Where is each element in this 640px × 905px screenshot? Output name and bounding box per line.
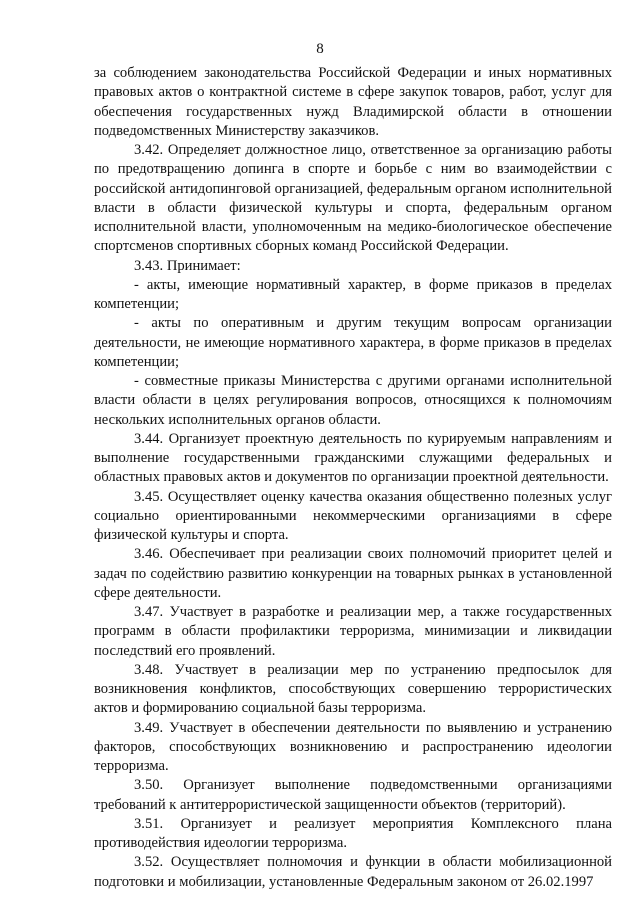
list-item-joint-orders: - совместные приказы Министерства с другими органами исполнительной власти области в целях регулирования вопросов, относящихся к полномочиям нескольких исполнительных органов области. xyxy=(94,373,612,428)
paragraph-3-46: 3.46. Обеспечивает при реализации своих полномочий приоритет целей и задач по содействию развитию конкуренции на товарных рынках в установленной сфере деятельности. xyxy=(94,546,612,601)
page-number: 8 xyxy=(316,41,324,57)
paragraph-3-50: 3.50. Организует выполнение подведомственными организациями требований к антитеррористической защищенности объектов (территорий). xyxy=(94,777,612,813)
paragraph-3-44: 3.44. Организует проектную деятельность по курируемым направлениям и выполнение государственными гражданскими служащими федеральных и областных правовых актов и документов по организации проектной деятельности. xyxy=(94,430,612,486)
paragraph-continuation: за соблюдением законодательства Российской Федерации и иных нормативных правовых актов о контрактной системе в сфере закупок товаров, работ, услуг для обеспечения государственных нужд Владимирской области в отношении подведомственных Министерству заказчиков. xyxy=(94,65,612,139)
paragraph-3-48: 3.48. Участвует в реализации мер по устранению предпосылок для возникновения конфликтов, способствующих совершению террористических актов и формированию социальной базы терроризма. xyxy=(94,661,612,717)
paragraph-3-42: 3.42. Определяет должностное лицо, ответственное за организацию работы по предотвращению допинга в спорте и борьбе с ним во взаимодействии с российской антидопинговой организацией, федеральным органом исполнительной власти в области физической культуры и спорта, федеральным органом исполнительной власти, уполномоченным на медико-биологическое обеспечение спортсменов спортивных сборных команд Российской Федерации. xyxy=(94,142,612,255)
paragraph-3-47: 3.47. Участвует в разработке и реализации мер, а также государственных программ в области профилактики терроризма, минимизации и ликвидации последствий его проявлений. xyxy=(94,604,612,659)
paragraph-3-51: 3.51. Организует и реализует мероприятия Комплексного плана противодействия идеологии терроризма. xyxy=(94,815,612,851)
paragraph-3-49: 3.49. Участвует в обеспечении деятельности по выявлению и устранению факторов, способствующих возникновению и распространению идеологии терроризма. xyxy=(94,719,612,774)
list-item-operational-acts: - акты по оперативным и другим текущим вопросам организации деятельности, не имеющие нормативного характера, в форме приказов в пределах компетенции; xyxy=(94,315,612,370)
paragraph-3-43: 3.43. Принимает: xyxy=(134,257,241,274)
paragraph-3-45: 3.45. Осуществляет оценку качества оказания общественно полезных услуг социально ориентированными некоммерческими организациями в сфере физической культуры и спорта. xyxy=(94,488,612,543)
list-item-normative-acts: - акты, имеющие нормативный характер, в форме приказов в пределах компетенции; xyxy=(94,276,612,312)
paragraph-3-52: 3.52. Осуществляет полномочия и функции в области мобилизационной подготовки и мобилизации, установленные Федеральным законом от 26.02.1997 xyxy=(94,854,612,890)
document-body xyxy=(94,64,612,892)
